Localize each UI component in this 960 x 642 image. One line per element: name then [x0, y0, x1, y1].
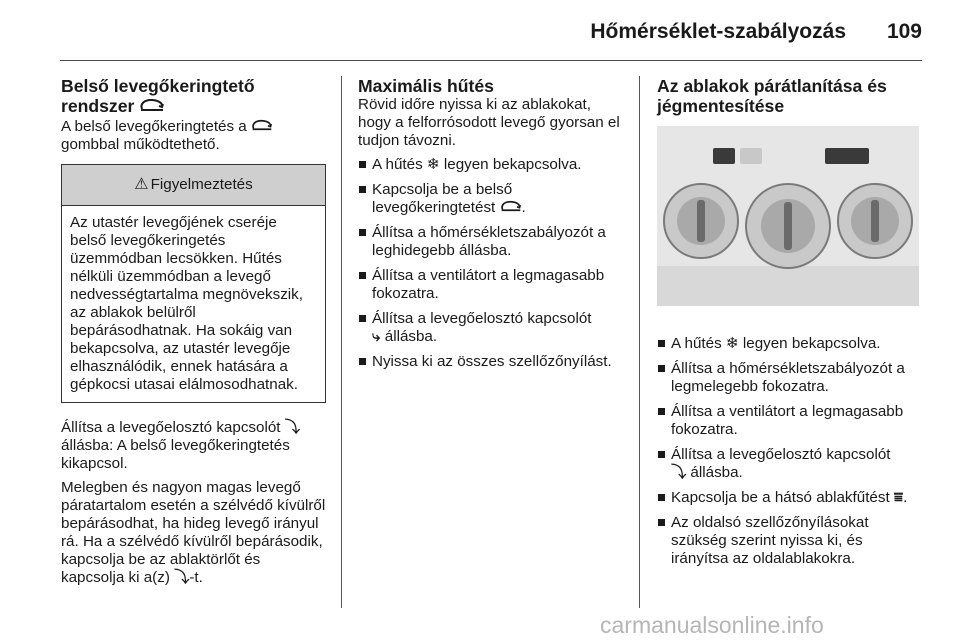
- snowflake-icon: ❄: [426, 156, 440, 173]
- rear-window-heating-icon: ⩸: [893, 489, 904, 506]
- list-item: Nyissa ki az összes szellőzőnyílást.: [358, 353, 626, 371]
- climate-control-panel-image: [657, 126, 919, 306]
- list-item: Állítsa a hőmérsékletszabályozót a leghidegebb állásba.: [358, 224, 626, 260]
- list-item: Az oldalsó szellőzőnyílásokat szükség szerint nyissa ki, és irányítsa az oldalablakokra.: [657, 514, 922, 568]
- air-distribution-windscreen-feet-icon: ⤵: [284, 419, 300, 436]
- air-distribution-windscreen-icon: ⤵: [174, 569, 190, 586]
- snowflake-icon: ❄: [725, 335, 739, 352]
- page-header: [60, 14, 922, 61]
- recirculation-icon: [251, 118, 273, 136]
- list-item: Kapcsolja be a belső levegőkeringtetést .: [358, 181, 626, 217]
- air-distribution-head-icon: ⤷: [372, 328, 381, 345]
- column-divider: [639, 76, 640, 608]
- list-item: Állítsa a levegőelosztó kapcsolót ⤵ állásba.: [657, 446, 922, 482]
- intro-text: Rövid időre nyissa ki az ablakokat, hogy a felforrósodott levegő gyorsan el tudjon távozni.: [358, 96, 620, 149]
- step-list: [657, 335, 922, 568]
- list-item: Állítsa a ventilátort a legmagasabb fokozatra.: [657, 403, 922, 439]
- warning-triangle-icon: ⚠: [134, 176, 149, 193]
- list-item: Állítsa a ventilátort a legmagasabb fokozatra.: [358, 267, 626, 303]
- section-heading: Az ablakok párátlanítása és jégmentesítése: [657, 76, 887, 116]
- list-item: A hűtés ❄ legyen bekapcsolva.: [358, 156, 626, 174]
- list-item: A hűtés ❄ legyen bekapcsolva.: [657, 335, 922, 353]
- warning-header: ⚠ Figyelmeztetés: [62, 165, 325, 206]
- column-divider: [341, 76, 342, 608]
- air-distribution-windscreen-icon: ⤵: [671, 464, 687, 481]
- column-max-cooling: [358, 76, 626, 378]
- list-item: Állítsa a levegőelosztó kapcsolót ⤷ állásba.: [358, 310, 626, 346]
- page-title: Hőmérséklet-szabályozás: [590, 20, 846, 43]
- list-item: Kapcsolja be a hátsó ablakfűtést ⩸.: [657, 489, 922, 507]
- step-list: [358, 156, 626, 371]
- recirculation-icon: [139, 96, 165, 116]
- recirculation-icon: [500, 199, 522, 217]
- list-item: Állítsa a hőmérsékletszabályozót a legmelegebb fokozatra.: [657, 360, 922, 396]
- warning-text: Az utastér levegőjének cseréje belső levegőkeringetés üzemmódban lecsökken. Hűtés nélküli üzemmódban a levegő nedvességtartalma megnövekszik, az ablakok belülről bepárásodhatnak. Ha sokáig van bekapcsolva, az utastér levegője elhasználódik, ennek hatására a gépkocsi utasai elálmosodhatnak.: [70, 214, 303, 393]
- warning-box: [61, 164, 326, 403]
- page-number: 109: [886, 20, 922, 43]
- column-recirculation: Belső levegőkeringtető rendszer A belső levegőkeringtetés a gombbal működtethető. ⚠ Figyelmeztetés Az utastér levegőjének cseréje belső levegőkeringetés üzemmódban lecsökken. Hűtés nélküli üzemmódban a levegő nedvességtartalma megnövekszik, az ablakok belülről bepárásodhatnak. Ha sokáig van bekapcsolva, az utastér levegője elhasználódik, ennek hatására a gépkocsi utasai elálmosodhatnak. Állítsa a levegőelosztó kapcsolót ⤵ állásba: A belső levegőkeringtetés kikapcsol. Melegben és nagyon magas levegő páratartalom esetén a szélvédő kívülről bepárásodhat, ha hideg levegő irányul rá. Ha a szélvédő kívülről bepárásodik, kapcsolja be az ablaktörlőt és kapcsolja ki a(z) ⤵-t.: [61, 76, 326, 586]
- section-heading: Maximális hűtés: [358, 76, 494, 96]
- column-demisting: [657, 76, 922, 575]
- section-heading: Belső levegőkeringtető rendszer: [61, 76, 255, 116]
- watermark: carmanualsonline.info: [600, 612, 824, 638]
